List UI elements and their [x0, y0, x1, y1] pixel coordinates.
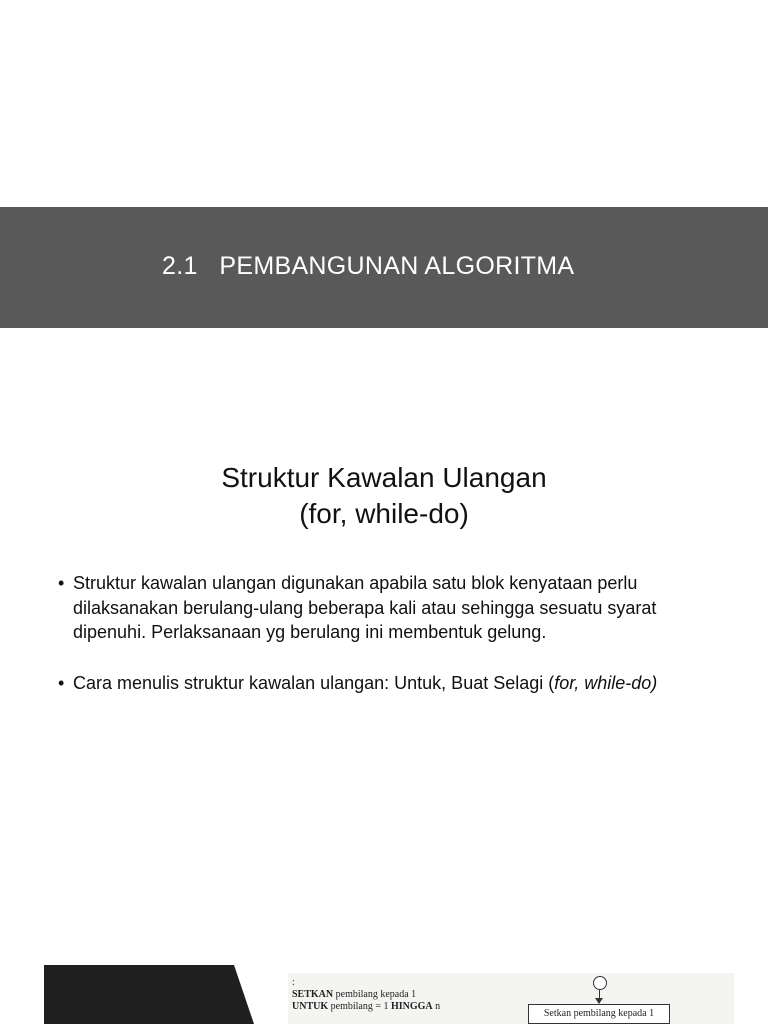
decorative-dark-shape: [44, 965, 254, 1024]
section-heading-line2: (for, while-do): [299, 498, 469, 529]
pseudocode-text: pembilang kepada 1: [333, 989, 417, 1000]
bullet-item: [58, 571, 718, 645]
pseudocode-snippet: [292, 977, 440, 1013]
pseudocode-text: n: [432, 1001, 441, 1012]
section-heading: [0, 460, 768, 532]
pseudocode-keyword: HINGGA: [390, 1001, 433, 1012]
slide-title: 2.1 PEMBANGUNAN ALGORITMA: [162, 252, 575, 280]
bullet-list: [58, 571, 718, 695]
figure-strip: [44, 965, 734, 1024]
pseudocode-keyword: SETKAN: [292, 989, 334, 1000]
pseudocode-line0: :: [292, 977, 295, 988]
scanned-figure: [288, 973, 734, 1024]
pseudocode-text: pembilang = 1: [328, 1001, 391, 1012]
bullet-text: Cara menulis struktur kawalan ulangan: Untuk, Buat Selagi (: [73, 672, 555, 693]
flowchart-start-circle: [593, 976, 607, 990]
section-heading-line1: Struktur Kawalan Ulangan: [221, 462, 547, 493]
bullet-marker: •: [58, 573, 65, 593]
bullet-item: [58, 671, 718, 696]
flowchart-process-box: Setkan pembilang kepada 1: [528, 1004, 670, 1024]
bullet-text: Struktur kawalan ulangan digunakan apabila satu blok kenyataan perlu dilaksanakan berulang-ulang beberapa kali atau sehingga sesuatu syarat dipenuhi. Perlaksanaan yg berulang ini membentuk gelung.: [73, 573, 657, 642]
bullet-marker: •: [58, 672, 65, 693]
bullet-text-italic: for, while-do): [554, 672, 658, 693]
pseudocode-keyword: UNTUK: [292, 1001, 329, 1012]
